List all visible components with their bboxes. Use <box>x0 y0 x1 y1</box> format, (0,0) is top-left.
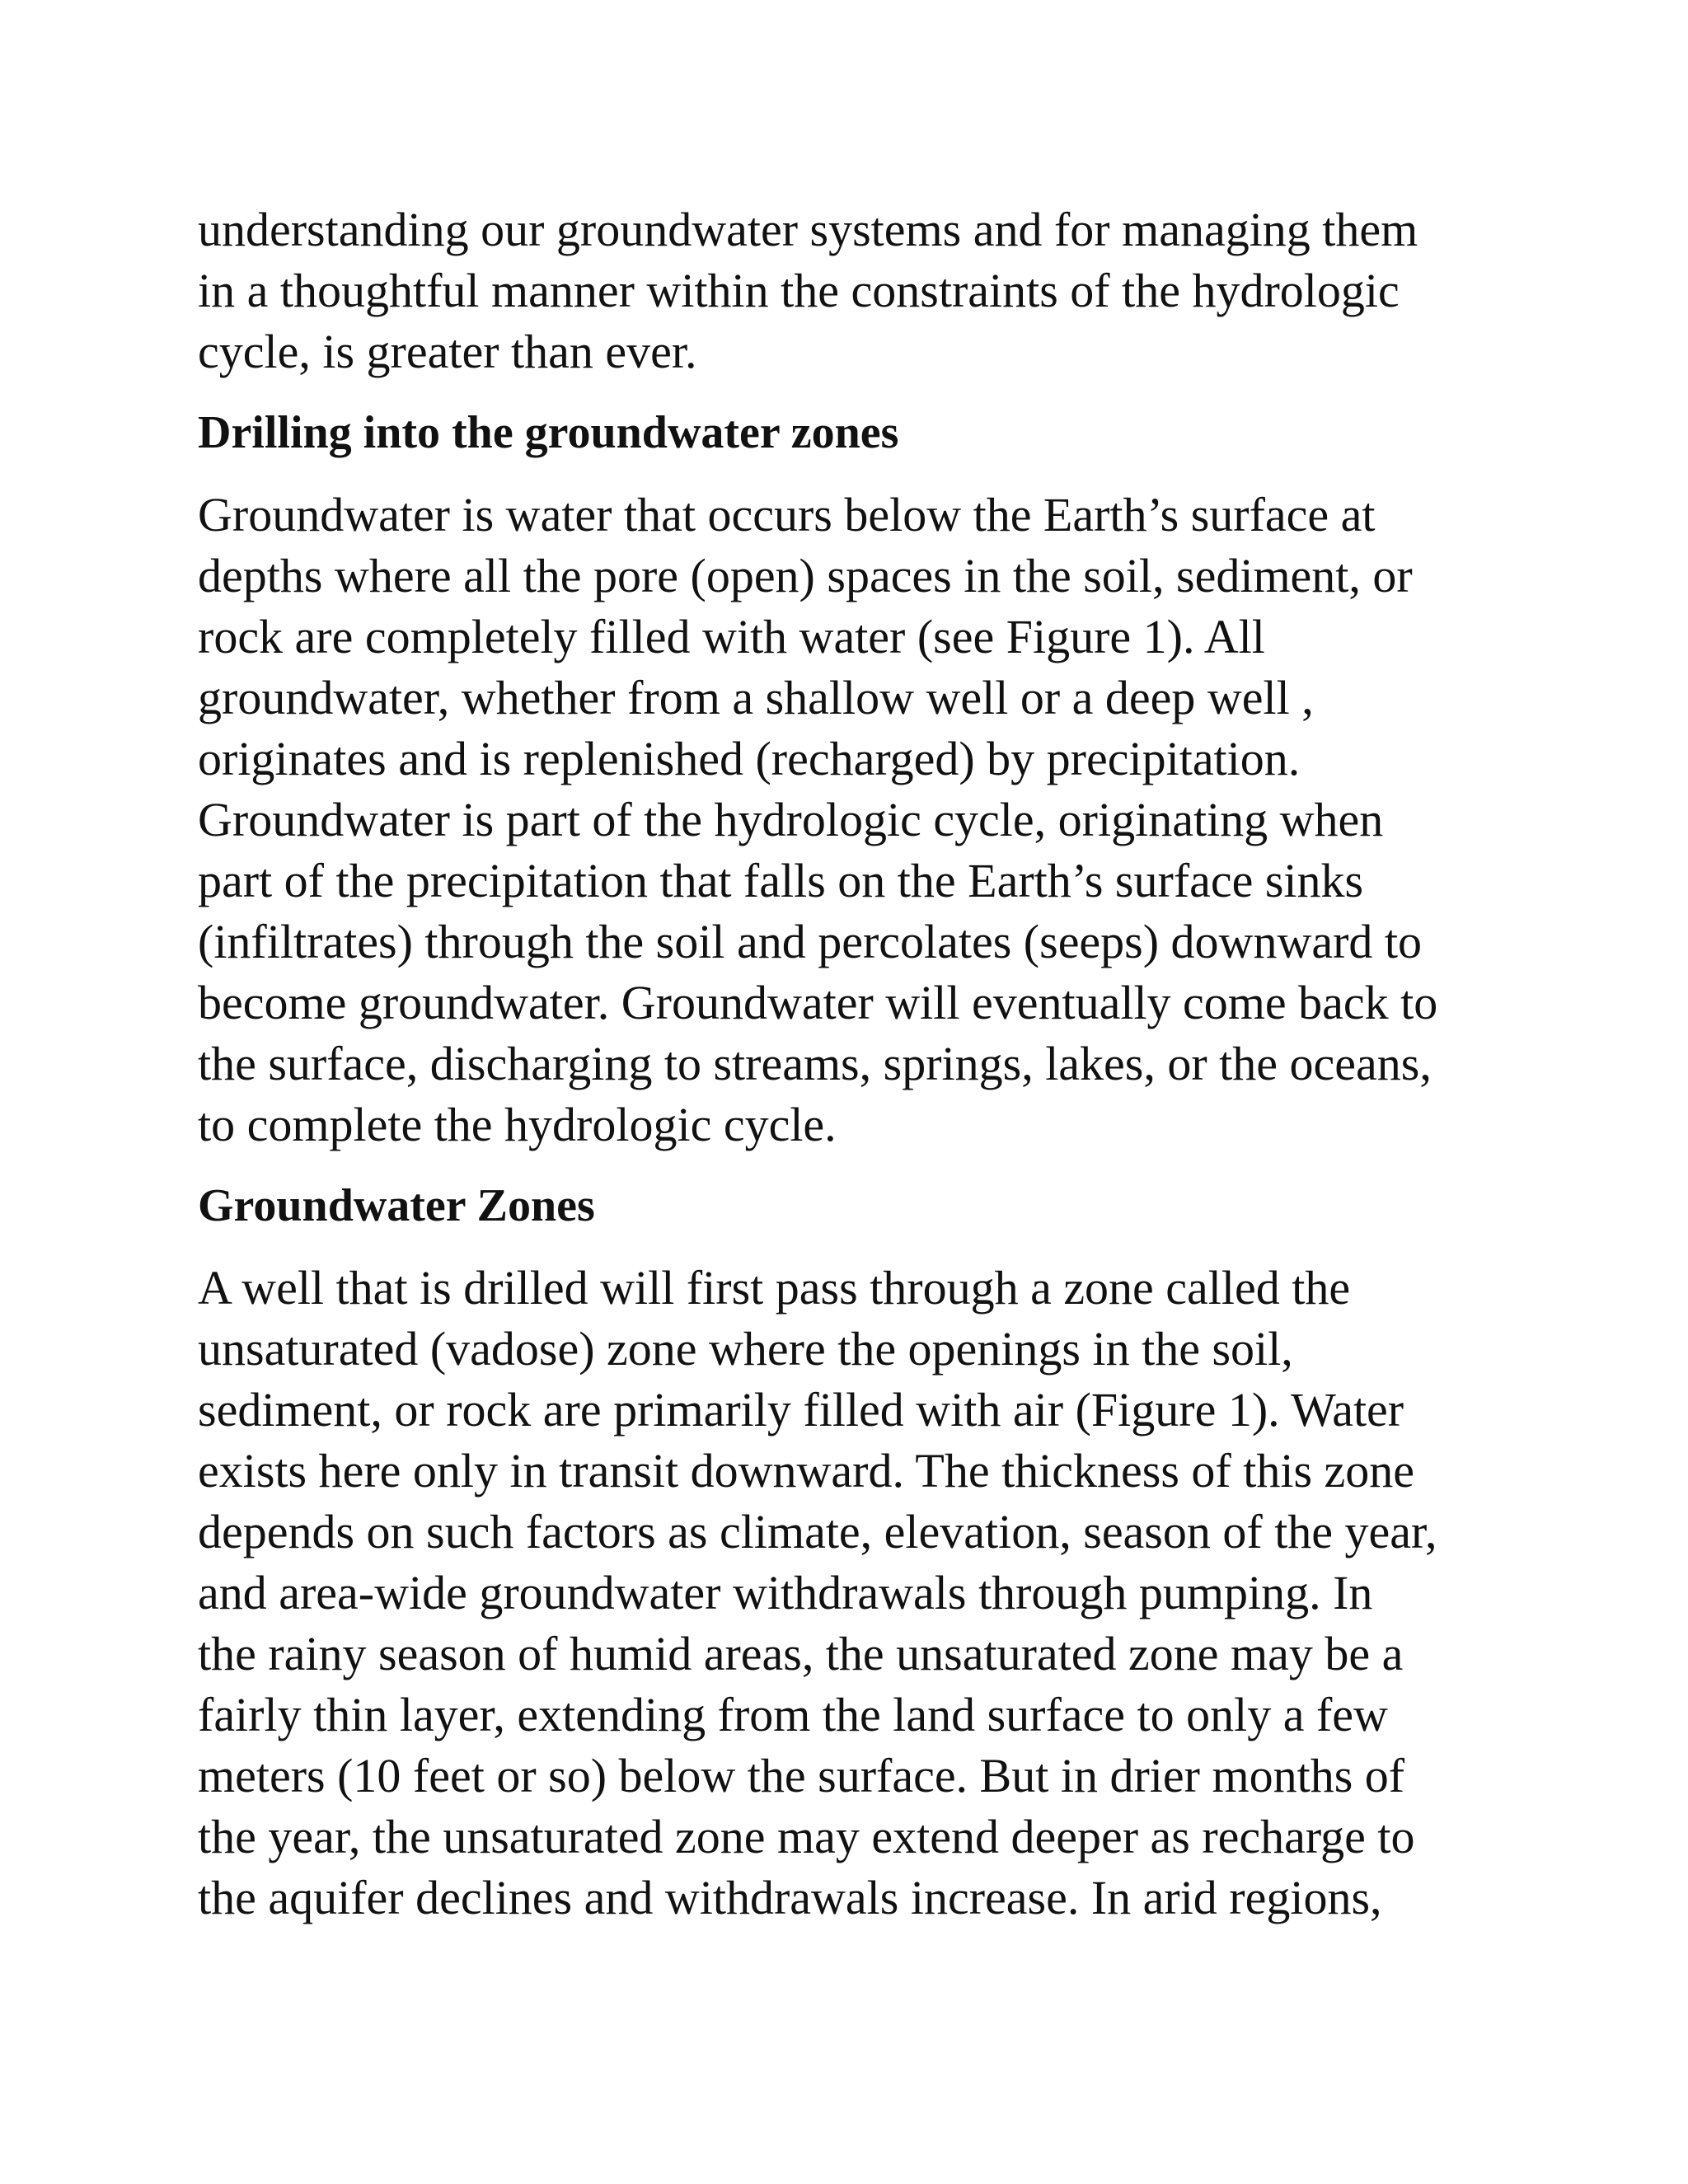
text-line: the year, the unsaturated zone may extend deeper as recharge to <box>198 1810 1415 1863</box>
text-line: depths where all the pore (open) spaces in the soil, sediment, or <box>198 549 1413 602</box>
text-line: sediment, or rock are primarily filled with air (Figure 1). Water <box>198 1383 1404 1436</box>
text-line: meters (10 feet or so) below the surface. But in drier months of <box>198 1749 1405 1802</box>
text-line: part of the precipitation that falls on the Earth’s surface sinks <box>198 854 1364 907</box>
text-line: the rainy season of humid areas, the unsaturated zone may be a <box>198 1627 1404 1680</box>
section-heading-groundwater-zones: Groundwater Zones <box>198 1180 595 1231</box>
text-line: understanding our groundwater systems and for managing them <box>198 203 1418 256</box>
text-line: unsaturated (vadose) zone where the openings in the soil, <box>198 1322 1293 1376</box>
text-line: in a thoughtful manner within the constraints of the hydrologic <box>198 264 1400 317</box>
page-content <box>198 199 1508 1929</box>
text-line: originates and is replenished (recharged) by precipitation. <box>198 732 1301 785</box>
text-line: the surface, discharging to streams, springs, lakes, or the oceans, <box>198 1037 1432 1090</box>
text-line: A well that is drilled will first pass through a zone called the <box>198 1261 1351 1315</box>
text-line: (infiltrates) through the soil and percolates (seeps) downward to <box>198 915 1423 968</box>
text-line: depends on such factors as climate, elevation, season of the year, <box>198 1505 1437 1558</box>
text-line: fairly thin layer, extending from the land surface to only a few <box>198 1688 1388 1741</box>
text-line: become groundwater. Groundwater will eventually come back to <box>198 976 1438 1029</box>
text-line: the aquifer declines and withdrawals increase. In arid regions, <box>198 1871 1382 1924</box>
text-line: Groundwater is part of the hydrologic cycle, originating when <box>198 793 1384 846</box>
section-paragraph-drilling <box>198 485 1508 1155</box>
text-line: to complete the hydrologic cycle. <box>198 1098 837 1151</box>
text-line: Groundwater is water that occurs below the Earth’s surface at <box>198 488 1376 541</box>
text-line: groundwater, whether from a shallow well or a deep well , <box>198 671 1314 724</box>
intro-paragraph <box>198 199 1508 382</box>
section-heading-drilling: Drilling into the groundwater zones <box>198 407 899 458</box>
text-line: and area-wide groundwater withdrawals through pumping. In <box>198 1566 1373 1619</box>
text-line: rock are completely filled with water (see Figure 1). All <box>198 610 1265 663</box>
text-line: exists here only in transit downward. The thickness of this zone <box>198 1444 1415 1497</box>
section-paragraph-groundwater-zones <box>198 1258 1508 1929</box>
text-line: cycle, is greater than ever. <box>198 325 697 378</box>
